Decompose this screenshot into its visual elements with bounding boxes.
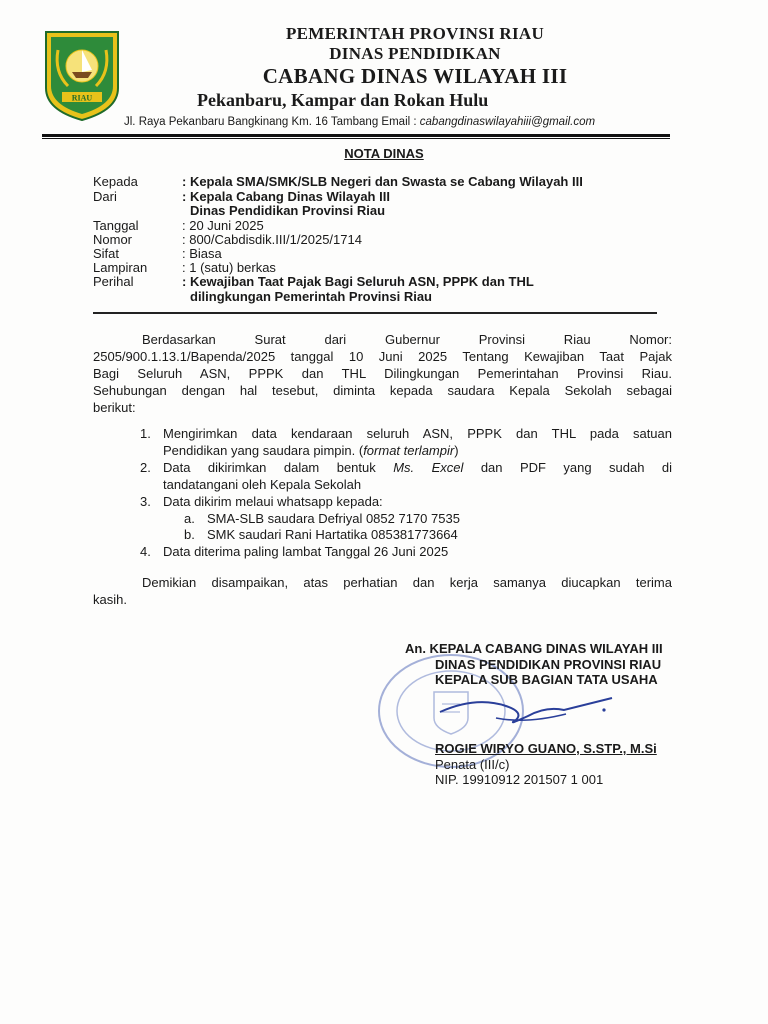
field-value-tanggal: : 20 Juni 2025 bbox=[182, 218, 264, 233]
field-value-nomor: : 800/Cabdisdik.III/1/2025/1714 bbox=[182, 232, 362, 247]
field-value-dari-cont: Dinas Pendidikan Provinsi Riau bbox=[190, 203, 386, 218]
letterhead-government: PEMERINTAH PROVINSI RIAU bbox=[285, 24, 545, 43]
list-number-3: 3. bbox=[140, 494, 151, 509]
field-value-sifat: : Biasa bbox=[182, 246, 222, 261]
handwritten-signature bbox=[436, 690, 626, 730]
letterhead-divider bbox=[42, 134, 670, 137]
intro-line-4: Sehubungan dengan hal tesebut, diminta kepada saudara Kepala Sekolah sebagai bbox=[93, 383, 672, 398]
signatory-name: ROGIE WIRYO GUANO, S.STP., M.Si bbox=[435, 741, 657, 756]
letterhead-region: Pekanbaru, Kampar dan Rokan Hulu bbox=[197, 90, 489, 110]
field-label-dari: Dari bbox=[93, 189, 117, 204]
list-item-1: Mengirimkan data kendaraan seluruh ASN, PPPK dan THL pada satuan bbox=[163, 426, 672, 441]
signature-title-line-3: KEPALA SUB BAGIAN TATA USAHA bbox=[435, 672, 658, 687]
sub-list-letter-a: a. bbox=[184, 511, 195, 526]
header-divider bbox=[93, 312, 657, 314]
document-title: NOTA DINAS bbox=[344, 146, 424, 161]
intro-line-3: Bagi Seluruh ASN, PPPK dan THL Dilingkungan Pemerintahan Provinsi Riau. bbox=[93, 366, 672, 381]
letterhead-address bbox=[124, 116, 595, 128]
list-item-2: Data dikirimkan dalam bentuk Ms. Excel dan PDF yang sudah di bbox=[163, 460, 673, 475]
intro-line-1: Berdasarkan Surat dari Gubernur Provinsi Riau Nomor: bbox=[142, 332, 672, 347]
signatory-rank: Penata (III/c) bbox=[435, 757, 510, 772]
closing-line-1: Demikian disampaikan, atas perhatian dan kerja samanya diucapkan terima bbox=[142, 575, 672, 590]
letterhead-agency: DINAS PENDIDIKAN bbox=[329, 44, 501, 63]
riau-province-emblem bbox=[42, 28, 122, 122]
email-link[interactable]: cabangdinaswilayahiii@gmail.com bbox=[419, 116, 596, 128]
address-text: Jl. Raya Pekanbaru Bangkinang Km. 16 Tambang Email : bbox=[124, 116, 417, 128]
list-item-1-cont: Pendidikan yang saudara pimpin. (format terlampir) bbox=[163, 443, 459, 458]
field-label-kepada: Kepada bbox=[93, 174, 138, 189]
intro-line-5: berikut: bbox=[93, 400, 136, 415]
list-item-2-cont: tandatangani oleh Kepala Sekolah bbox=[163, 477, 362, 492]
signature-title-line-2: DINAS PENDIDIKAN PROVINSI RIAU bbox=[435, 657, 662, 672]
signatory-nip: NIP. 19910912 201507 1 001 bbox=[435, 772, 604, 787]
field-label-tanggal: Tanggal bbox=[93, 218, 139, 233]
closing-line-2: kasih. bbox=[93, 592, 127, 607]
field-value-dari: : Kepala Cabang Dinas Wilayah III bbox=[182, 189, 390, 204]
list-number-1: 1. bbox=[140, 426, 151, 441]
sub-list-letter-b: b. bbox=[184, 527, 195, 542]
letterhead-divider-thin bbox=[42, 138, 670, 139]
field-value-perihal: : Kewajiban Taat Pajak Bagi Seluruh ASN, PPPK dan THL bbox=[182, 274, 534, 289]
list-number-2: 2. bbox=[140, 460, 151, 475]
field-label-lampiran: Lampiran bbox=[93, 260, 148, 275]
field-label-nomor: Nomor bbox=[93, 232, 133, 247]
field-value-perihal-cont: dilingkungan Pemerintah Provinsi Riau bbox=[190, 289, 432, 304]
list-item-4: Data diterima paling lambat Tanggal 26 Juni 2025 bbox=[163, 544, 449, 559]
field-label-sifat: Sifat bbox=[93, 246, 120, 261]
list-item-3: Data dikirim melaui whatsapp kepada: bbox=[163, 494, 383, 509]
svg-text:RIAU: RIAU bbox=[71, 93, 93, 103]
sub-list-item-a: SMA-SLB saudara Defriyal 0852 7170 7535 bbox=[207, 511, 460, 526]
intro-line-2: 2505/900.1.13.1/Bapenda/2025 tanggal 10 Juni 2025 Tentang Kewajiban Taat Pajak bbox=[93, 349, 672, 364]
list-number-4: 4. bbox=[140, 544, 151, 559]
sub-list-item-b: SMK saudari Rani Hartatika 085381773664 bbox=[207, 527, 458, 542]
field-value-kepada: : Kepala SMA/SMK/SLB Negeri dan Swasta se Cabang Wilayah III bbox=[182, 174, 583, 189]
field-value-lampiran: : 1 (satu) berkas bbox=[182, 260, 276, 275]
letterhead-branch: CABANG DINAS WILAYAH III bbox=[262, 64, 568, 88]
field-label-perihal: Perihal bbox=[93, 274, 134, 289]
signature-title-line-1: An. KEPALA CABANG DINAS WILAYAH III bbox=[405, 641, 663, 656]
